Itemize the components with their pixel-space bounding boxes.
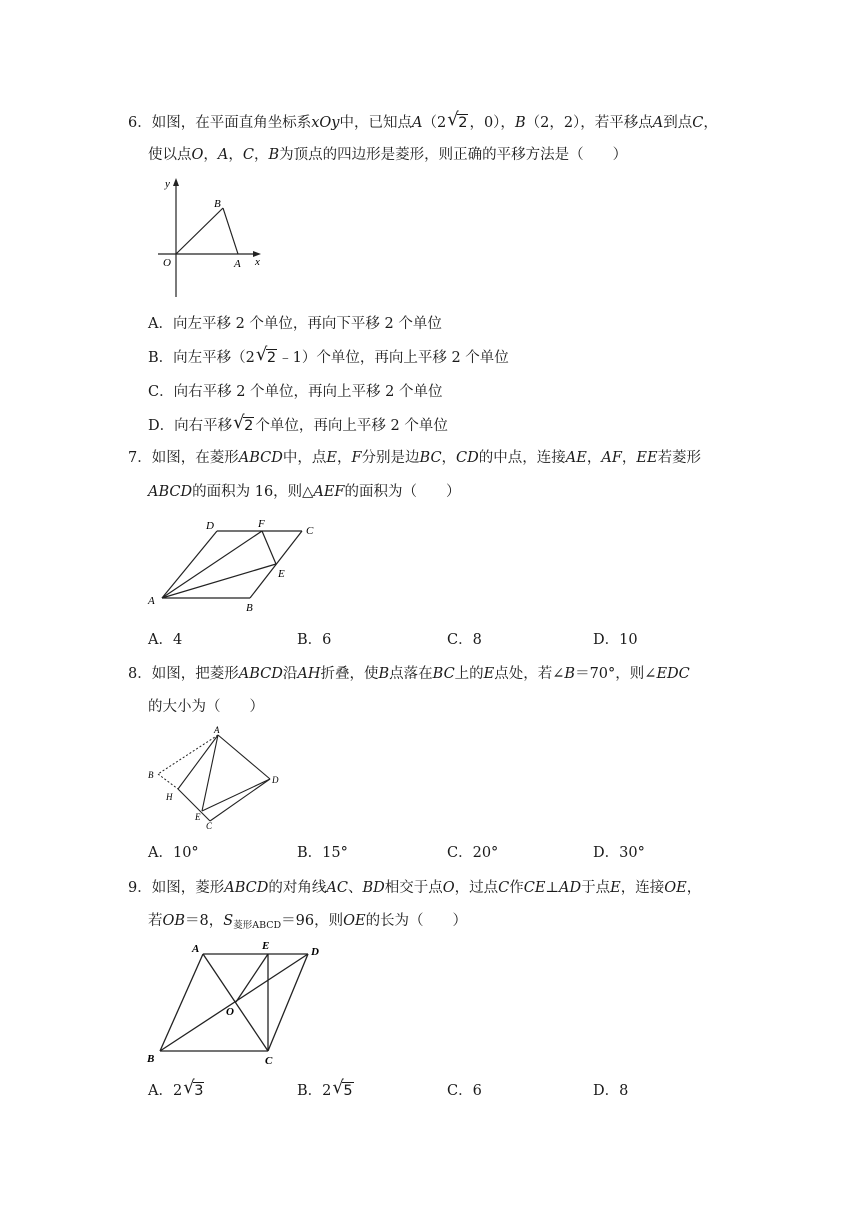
q8-option-c[interactable]: C．20° [447, 845, 499, 861]
point-label-d: D [206, 520, 214, 532]
q6-text: 到点 [663, 115, 693, 131]
q7-var: F [351, 450, 362, 466]
q7-var: AEF [313, 484, 345, 500]
sqrt-symbol: √ 2 [233, 416, 254, 436]
q8-option-d[interactable]: D．30° [593, 845, 645, 861]
q6-line1 [128, 113, 718, 133]
q7-var: ABCD [238, 450, 283, 466]
q8-var: ABCD [238, 666, 283, 682]
q9-text: ，连接 [620, 880, 665, 896]
q7-var: AF [601, 450, 622, 466]
q6-text: ， [228, 147, 243, 163]
option-text: ﹣1）个单位，再向上平移 2 个单位 [278, 350, 509, 366]
q9-line1 [128, 878, 701, 898]
q6-var: C [692, 115, 704, 131]
q9-text: 相交于点 [384, 880, 443, 896]
q9-rhombus-figure [140, 938, 340, 1073]
q7-var: AE [565, 450, 587, 466]
option-text: D．向右平移 [148, 418, 233, 434]
point-label-c: C [306, 525, 314, 537]
q6-var: B [514, 115, 526, 131]
q7-text: ， [336, 450, 352, 466]
q8-option-a[interactable]: A．10° [148, 845, 199, 861]
q6-option-a[interactable]: A．向左平移 2 个单位，再向下平移 2 个单位 [148, 316, 442, 332]
q7-var: E [326, 450, 337, 466]
q6-coordinate-figure [150, 175, 270, 300]
q9-text: ⊥ [545, 880, 560, 896]
q9-option-b[interactable] [297, 1081, 355, 1101]
point-label-a: A [148, 595, 155, 607]
q8-var: B [378, 666, 390, 682]
q8-line1 [128, 664, 690, 684]
q7-var: EE [636, 450, 658, 466]
point-label-b: B [246, 602, 253, 614]
q9-var: OE [664, 880, 687, 896]
q6-var: A [217, 147, 229, 163]
q7-rhombus-figure [140, 510, 340, 615]
q6-var: A [652, 115, 664, 131]
q7-text: ， [441, 450, 457, 466]
q9-var: S [223, 913, 234, 929]
q9-text: 的对角线 [268, 880, 327, 896]
q6-var: O [191, 147, 204, 163]
q7-text: 的面积为（ ） [344, 484, 461, 500]
sqrt-symbol: √ 2 [256, 348, 277, 368]
point-label-o: O [163, 257, 171, 269]
q8-text: 上的 [454, 666, 484, 682]
point-label-d: D [272, 775, 279, 785]
q6-text: ， [203, 147, 218, 163]
q8-line2: 的大小为（ ） [148, 699, 264, 715]
q9-text: 如图，菱形 [151, 880, 225, 896]
q9-var: OE [343, 913, 366, 929]
point-label-a: A [214, 725, 220, 735]
q7-option-d[interactable]: D．10 [593, 632, 638, 648]
q6-var: A [412, 115, 423, 131]
q9-var: ABCD [224, 880, 269, 896]
q6-option-c[interactable]: C．向右平移 2 个单位，再向上平移 2 个单位 [148, 384, 443, 400]
q9-text: ， [686, 880, 702, 896]
option-text: 个单位，再向上平移 2 个单位 [255, 418, 448, 434]
q7-var: CD [456, 450, 479, 466]
q7-text: 的中点，连接 [478, 450, 566, 466]
q9-text: 于点 [581, 880, 611, 896]
q7-text: 的面积为 16，则△ [192, 484, 314, 500]
q6-text: ， [253, 147, 269, 163]
q6-option-d[interactable] [148, 416, 448, 436]
sqrt-symbol: √ 5 [332, 1081, 353, 1101]
q6-text: ，0）， [469, 115, 515, 131]
q9-text: 的长为（ ） [365, 913, 468, 929]
q7-text: ， [586, 450, 602, 466]
area-subscript: 菱形ABCD [233, 920, 282, 931]
q7-number: 7． [128, 450, 152, 466]
q9-text: 、 [347, 880, 363, 896]
q6-text: 使以点 [148, 147, 192, 163]
point-label-b: B [148, 770, 154, 780]
q8-var: EDC [656, 666, 690, 682]
q6-text: （2，2），若平移点 [525, 115, 653, 131]
q6-var: B [268, 147, 280, 163]
point-label-a: A [192, 943, 200, 955]
q8-text: 如图，把菱形 [151, 666, 239, 682]
q9-number: 9． [128, 880, 152, 896]
point-label-f: F [258, 518, 265, 530]
point-label-e: E [278, 568, 285, 580]
q6-text: 中，已知点 [339, 115, 412, 131]
q9-var: AC [326, 880, 348, 896]
q8-option-b[interactable]: B．15° [297, 845, 348, 861]
q7-option-c[interactable]: C．8 [447, 632, 482, 648]
q8-var: B [564, 666, 576, 682]
option-text: A．2 [148, 1083, 183, 1099]
point-label-c: C [206, 821, 213, 831]
point-label-o: O [226, 1006, 234, 1018]
q9-option-d[interactable]: D．8 [593, 1083, 629, 1099]
point-label-b: B [214, 198, 221, 210]
q7-option-a[interactable]: A．4 [148, 632, 183, 648]
q9-text: ＝8， [185, 913, 224, 929]
q6-text: ， [703, 115, 718, 131]
q7-text: 如图，在菱形 [151, 450, 239, 466]
q9-var: CE [523, 880, 546, 896]
y-axis-label: y [165, 178, 170, 190]
q9-var: C [498, 880, 510, 896]
q9-var: E [610, 880, 621, 896]
q6-text: 为顶点的四边形是菱形，则正确的平移方法是（ ） [279, 147, 628, 163]
q7-var: ABCD [148, 484, 193, 500]
q6-var: xOy [311, 115, 340, 131]
q9-option-c[interactable]: C．6 [447, 1083, 482, 1099]
q8-text: 沿 [282, 666, 298, 682]
point-label-b: B [147, 1053, 155, 1065]
q9-var: O [442, 880, 455, 896]
q7-line2 [148, 482, 460, 502]
q9-text: ＝96，则 [281, 913, 344, 929]
point-label-c: C [265, 1055, 273, 1067]
point-label-d: D [311, 946, 319, 958]
q7-text: 中，点 [282, 450, 327, 466]
q8-var: AH [297, 666, 321, 682]
q8-var: E [483, 666, 495, 682]
q8-text: 点处，若∠ [494, 666, 565, 682]
sqrt-symbol: √ 2 [447, 113, 468, 133]
q7-var: BC [419, 450, 442, 466]
point-label-a: A [234, 258, 241, 270]
q9-text: 若 [148, 913, 163, 929]
q7-text: 若菱形 [657, 450, 702, 466]
q6-option-b[interactable] [148, 348, 509, 368]
q6-var: C [242, 147, 254, 163]
q8-number: 8． [128, 666, 152, 682]
q6-line2 [148, 145, 627, 165]
q6-text: （2 [422, 115, 447, 131]
q8-fold-figure [140, 722, 290, 834]
q9-text: 作 [509, 880, 524, 896]
option-text: B．2 [297, 1083, 332, 1099]
point-label-h: H [166, 792, 173, 802]
q7-text: ， [621, 450, 637, 466]
x-axis-label: x [255, 256, 260, 268]
q7-text: 分别是边 [361, 450, 420, 466]
point-label-e: E [262, 940, 270, 952]
q9-text: ，过点 [454, 880, 499, 896]
q8-var: BC [432, 666, 455, 682]
q7-option-b[interactable]: B．6 [297, 632, 332, 648]
point-label-e: E [195, 812, 201, 822]
sqrt-symbol: √ 3 [183, 1081, 204, 1101]
q6-number: 6． [128, 115, 152, 131]
q9-var: BD [362, 880, 385, 896]
q9-var: AD [559, 880, 582, 896]
q9-option-a[interactable] [148, 1081, 205, 1101]
option-text: B．向左平移（2 [148, 350, 255, 366]
q6-text: 如图，在平面直角坐标系 [151, 115, 312, 131]
q8-text: 点落在 [389, 666, 433, 682]
q7-line1 [128, 448, 701, 468]
q8-text: 折叠，使 [320, 666, 379, 682]
q8-text: ＝70°，则∠ [575, 666, 657, 682]
q9-line2 [148, 911, 467, 936]
q9-var: OB [162, 913, 186, 929]
